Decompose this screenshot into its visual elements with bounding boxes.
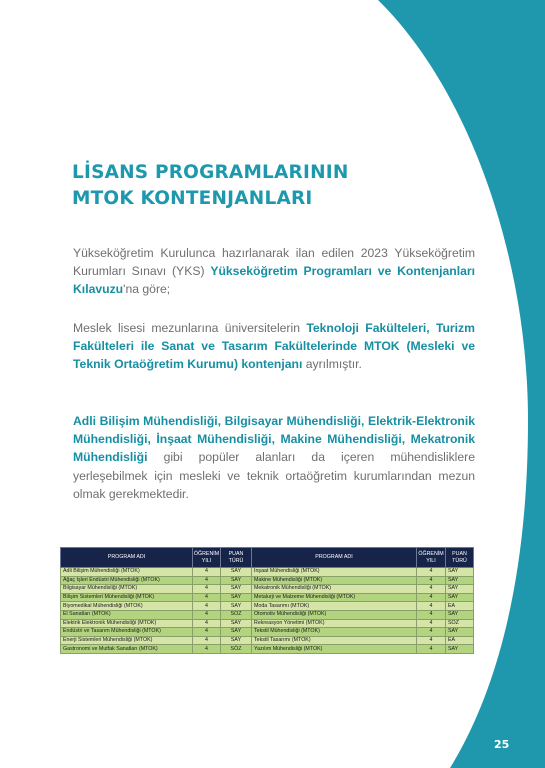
header-score-type: PUAN TÜRÜ [446, 548, 474, 568]
program-name-cell: Moda Tasarımı (MTOK) [252, 602, 417, 611]
table-row [61, 645, 474, 654]
program-name-cell: Rekreasyon Yönetimi (MTOK) [252, 619, 417, 628]
header-score-type: PUAN TÜRÜ [221, 548, 252, 568]
faculties-text: Teknoloji Fakülteleri, Turizm Fakülteleri ile Sanat ve Tasarım Fakültelerinde MTOK (Mesleki ve Teknik Ortaöğretim Kurumu) kontenjanı [73, 321, 475, 372]
table-row [61, 636, 474, 645]
program-name-cell: İnşaat Mühendisliği (MTOK) [252, 568, 417, 577]
study-years-cell: 4 [193, 636, 221, 645]
score-type-cell: SAY [221, 628, 252, 637]
quota-suffix: ayrılmıştır. [302, 357, 362, 372]
score-type-cell: SAY [446, 610, 474, 619]
page-title [72, 160, 472, 212]
title-line-1: LİSANS PROGRAMLARININ [72, 162, 349, 183]
table-row [61, 576, 474, 585]
study-years-cell: 4 [417, 636, 446, 645]
table-row [61, 568, 474, 577]
program-name-cell: Adli Bilişim Mühendisliği (MTOK) [61, 568, 193, 577]
engineering-list: Adli Bilişim Mühendisliği, Bilgisayar Mühendisliği, Elektrik-Elektronik Mühendisliği, İnşaat Mühendisliği, Makine Mühendisliği, Mekatronik Mühendisliği [73, 414, 475, 465]
table-row [61, 619, 474, 628]
program-name-cell: El Sanatları (MTOK) [61, 610, 193, 619]
study-years-cell: 4 [417, 602, 446, 611]
program-name-cell: Bilişim Sistemleri Mühendisliği (MTOK) [61, 593, 193, 602]
program-name-cell: Endüstri ve Tasarım Mühendisliği (MTOK) [61, 628, 193, 637]
score-type-cell: SAY [446, 576, 474, 585]
score-type-cell: SAY [221, 568, 252, 577]
intro-suffix: 'na göre; [123, 282, 171, 297]
table-body [61, 568, 474, 654]
study-years-cell: 4 [193, 628, 221, 637]
study-years-cell: 4 [193, 593, 221, 602]
score-type-cell: SAY [221, 602, 252, 611]
title-line-2: MTOK KONTENJANLARI [72, 188, 313, 209]
program-name-cell: Yazılım Mühendisliği (MTOK) [252, 645, 417, 654]
program-name-cell: Metalurji ve Malzeme Mühendisliği (MTOK) [252, 593, 417, 602]
study-years-cell: 4 [417, 576, 446, 585]
program-name-cell: Mekatronik Mühendisliği (MTOK) [252, 585, 417, 594]
table-row [61, 585, 474, 594]
study-years-cell: 4 [193, 645, 221, 654]
study-years-cell: 4 [193, 602, 221, 611]
program-name-cell: Tekstil Mühendisliği (MTOK) [252, 628, 417, 637]
score-type-cell: SÖZ [446, 619, 474, 628]
study-years-cell: 4 [417, 568, 446, 577]
score-type-cell: SAY [446, 585, 474, 594]
header-study-years: ÖĞRENİM YILI [417, 548, 446, 568]
study-years-cell: 4 [417, 645, 446, 654]
score-type-cell: SAY [221, 636, 252, 645]
score-type-cell: SAY [221, 593, 252, 602]
table-row [61, 610, 474, 619]
score-type-cell: SAY [446, 645, 474, 654]
program-name-cell: Enerji Sistemleri Mühendisliği (MTOK) [61, 636, 193, 645]
program-name-cell: Tekstil Tasarımı (MTOK) [252, 636, 417, 645]
score-type-cell: SAY [446, 628, 474, 637]
guide-title: Yükseköğretim Programları ve Kontenjanları Kılavuzu [73, 264, 475, 297]
program-name-cell: Biyomedikal Mühendisliği (MTOK) [61, 602, 193, 611]
program-name-cell: Makine Mühendisliği (MTOK) [252, 576, 417, 585]
table-header-row [61, 548, 474, 568]
study-years-cell: 4 [417, 593, 446, 602]
study-years-cell: 4 [417, 628, 446, 637]
study-years-cell: 4 [193, 585, 221, 594]
page-number: 25 [494, 738, 510, 751]
program-name-cell: Otomotiv Mühendisliği (MTOK) [252, 610, 417, 619]
program-name-cell: Ağaç İşleri Endüstri Mühendisliği (MTOK) [61, 576, 193, 585]
table-row [61, 628, 474, 637]
score-type-cell: SAY [446, 593, 474, 602]
table-row [61, 602, 474, 611]
header-program-name: PROGRAM ADI [252, 548, 417, 568]
score-type-cell: SAY [221, 619, 252, 628]
header-study-years: ÖĞRENİM YILI [193, 548, 221, 568]
score-type-cell: EA [446, 602, 474, 611]
header-program-name: PROGRAM ADI [61, 548, 193, 568]
engineering-paragraph [73, 412, 475, 503]
program-name-cell: Gastronomi ve Mutfak Sanatları (MTOK) [61, 645, 193, 654]
study-years-cell: 4 [193, 619, 221, 628]
score-type-cell: SAY [446, 568, 474, 577]
intro-paragraph [73, 244, 475, 299]
score-type-cell: SÖZ [221, 610, 252, 619]
program-name-cell: Elektrik Elektronik Mühendisliği (MTOK) [61, 619, 193, 628]
engineering-suffix: gibi popüler alanları da içeren mühendisliklere yerleşebilmek için mesleki ve teknik ortaöğretim kurumlarından mezun olmak gerekmektedir. [73, 450, 475, 501]
score-type-cell: SÖZ [221, 645, 252, 654]
intro-text: Yükseköğretim Kurulunca hazırlanarak ilan edilen 2023 Yükseköğretim Kurumları Sınavı (YKS) [73, 246, 475, 279]
quota-paragraph [73, 319, 475, 374]
program-name-cell: Bilgisayar Mühendisliği (MTOK) [61, 585, 193, 594]
study-years-cell: 4 [417, 610, 446, 619]
study-years-cell: 4 [193, 610, 221, 619]
study-years-cell: 4 [193, 568, 221, 577]
programs-table [60, 547, 474, 654]
study-years-cell: 4 [193, 576, 221, 585]
table-row [61, 593, 474, 602]
study-years-cell: 4 [417, 585, 446, 594]
score-type-cell: EA [446, 636, 474, 645]
score-type-cell: SAY [221, 585, 252, 594]
study-years-cell: 4 [417, 619, 446, 628]
score-type-cell: SAY [221, 576, 252, 585]
quota-prefix: Meslek lisesi mezunlarına üniversitelerin [73, 321, 307, 335]
